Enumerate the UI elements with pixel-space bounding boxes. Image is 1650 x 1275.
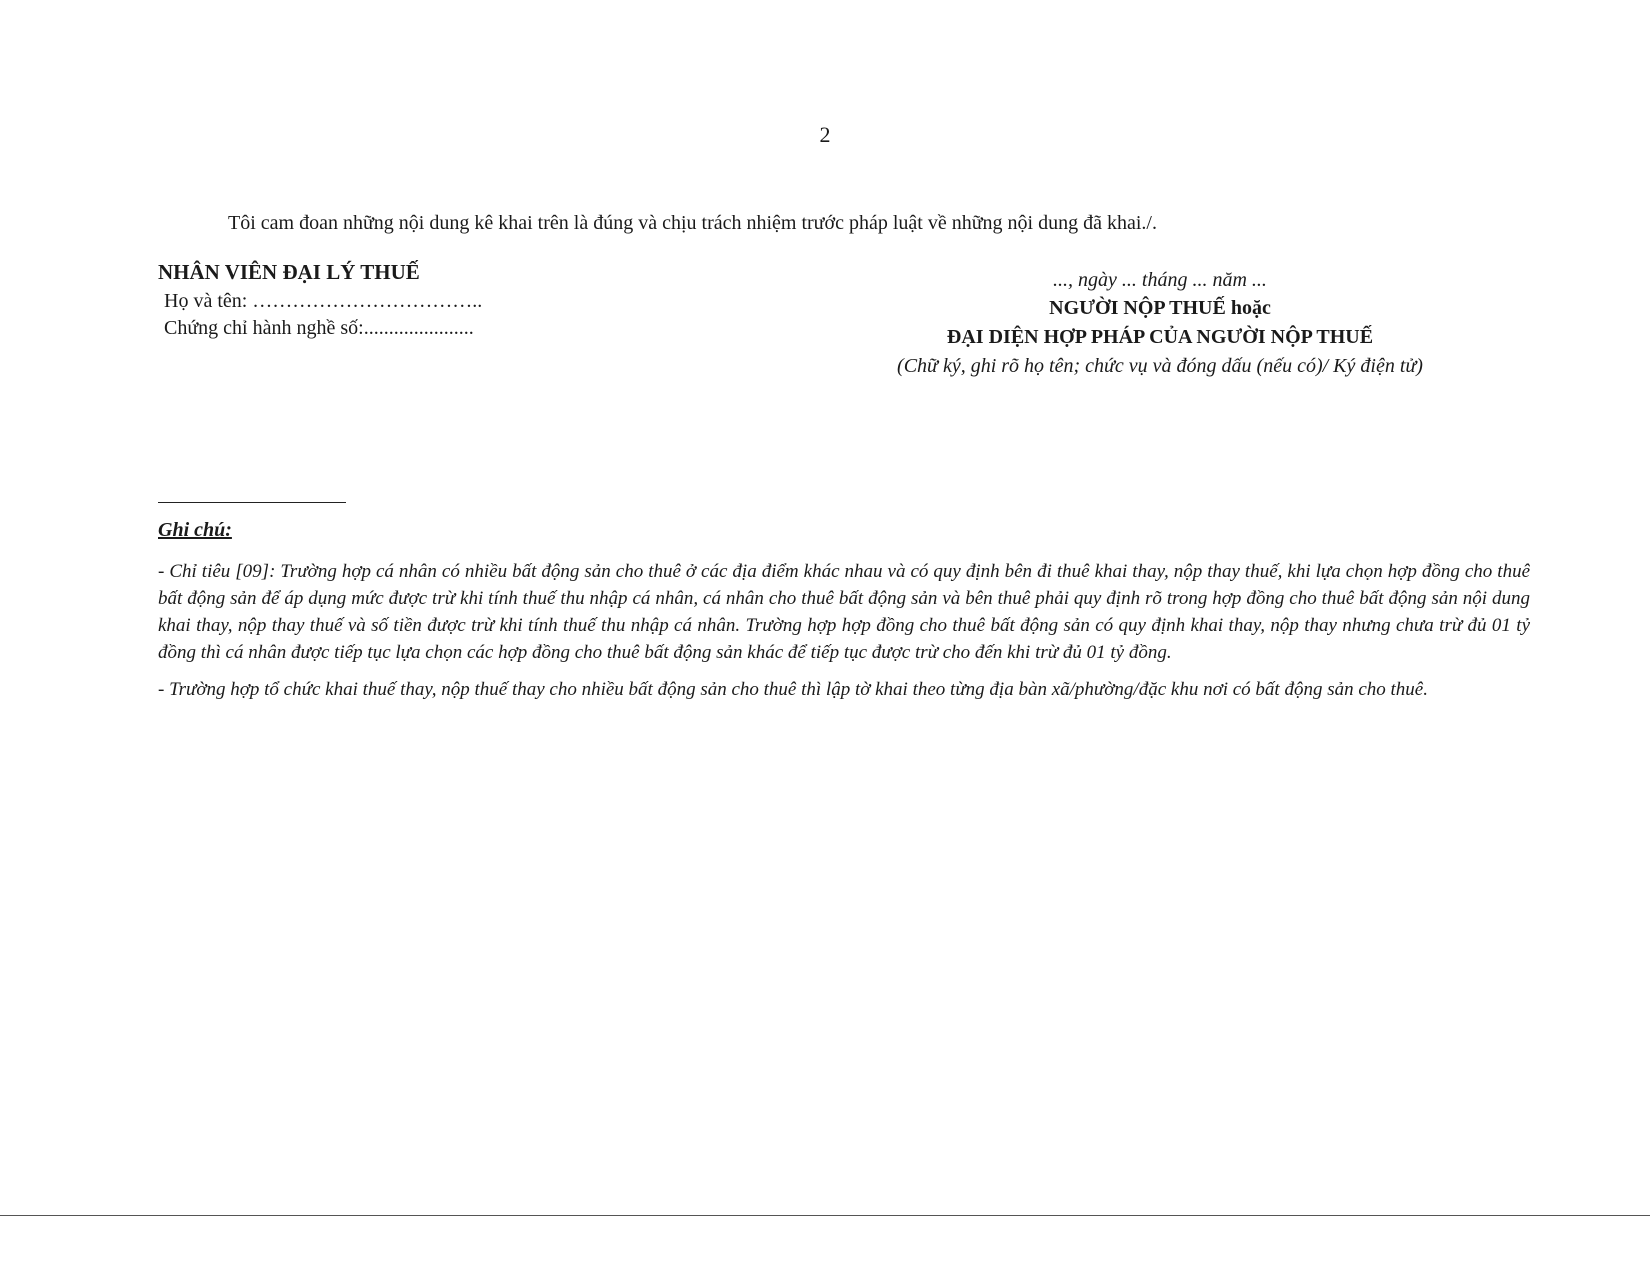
notes-separator [158, 502, 346, 503]
signer-title-line-2: ĐẠI DIỆN HỢP PHÁP CỦA NGƯỜI NỘP THUẾ [946, 326, 1374, 348]
date-line: ..., ngày ... tháng ... năm ... [1053, 269, 1267, 291]
page-number: 2 [819, 122, 831, 147]
signature-hint: (Chữ ký, ghi rõ họ tên; chức vụ và đóng dấu (nếu có)/ Ký điện tử) [897, 355, 1423, 377]
notes-heading: Ghi chú: [158, 519, 232, 541]
signer-title-line-1: NGƯỜI NỘP THUẾ hoặc [1049, 297, 1271, 319]
bottom-edge-line [0, 1215, 1650, 1216]
taxpayer-signature-block [880, 266, 1440, 381]
tax-agent-title: NHÂN VIÊN ĐẠI LÝ THUẾ [158, 260, 420, 284]
note-item: - Trường hợp tổ chức khai thuế thay, nộp thuế thay cho nhiều bất động sản cho thuê thì lập tờ khai theo từng địa bàn xã/phường/đặc khu nơi có bất động sản cho thuê. [158, 679, 1428, 700]
note-item: - Chỉ tiêu [09]: Trường hợp cá nhân có nhiều bất động sản cho thuê ở các địa điểm khác nhau và có quy định bên đi thuê khai thay, nộp thay thuế, khi lựa chọn hợp đồng cho thuê bất động sản để áp dụng mức được trừ khi tính thuế thu nhập cá nhân, cá nhân cho thuê bất động sản và bên thuê phải quy định rõ trong hợp đồng cho thuê bất động sản nội dung khai thay, nộp thay thuế và số tiền được trừ khi tính thuế thu nhập cá nhân. Trường hợp hợp đồng cho thuê bất động sản có quy định khai thay, nộp thay nhưng chưa trừ đủ 01 tỷ đồng thì cá nhân được tiếp tục lựa chọn các hợp đồng cho thuê bất động sản khác để tiếp tục được trừ cho đến khi trừ đủ 01 tỷ đồng. [158, 561, 1530, 663]
commitment-statement: Tôi cam đoan những nội dung kê khai trên là đúng và chịu trách nhiệm trước pháp luật về những nội dung đã khai./. [228, 212, 1157, 234]
agent-certificate-field: Chứng chỉ hành nghề số:...................... [164, 317, 474, 339]
notes-section [158, 516, 1530, 713]
tax-agent-block [158, 258, 718, 342]
agent-name-field: Họ và tên: …………………………….. [164, 290, 483, 312]
